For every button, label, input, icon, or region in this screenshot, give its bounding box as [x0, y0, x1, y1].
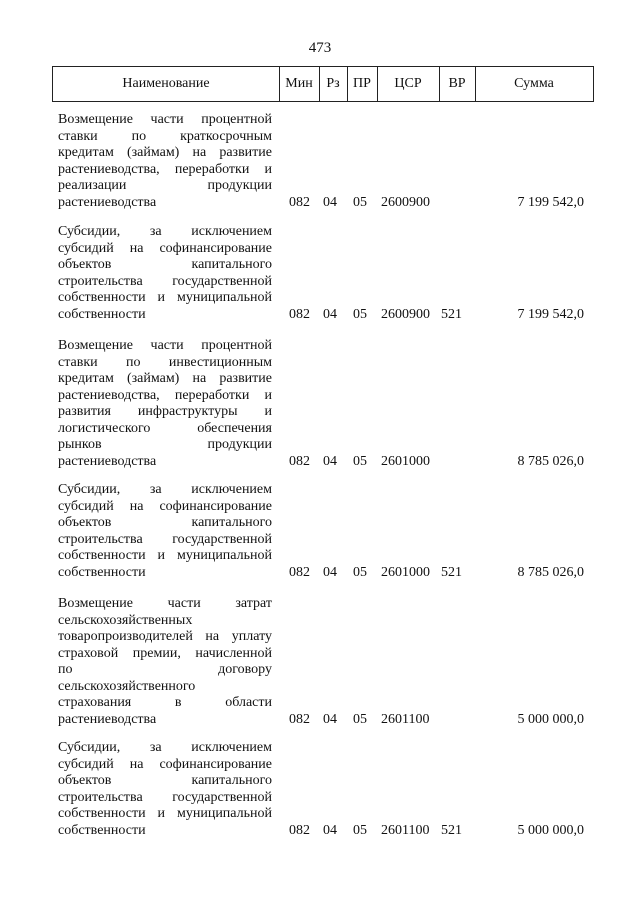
row-name: Возмещение части процентной ставки по инвестиционным кредитам (займам) на развитие растениеводства, переработки и развития инфраструктуры и логистического обеспечения рынков продукции растениеводства — [58, 338, 272, 469]
row-name: Субсидии, за исключением субсидий на софинансирование объектов капитального строительства государственной собственности и муниципальной собственности — [58, 224, 272, 322]
row-vr: 521 — [441, 565, 462, 580]
row-sum: 8 785 026,0 — [517, 454, 584, 469]
row-sum: 7 199 542,0 — [517, 195, 584, 210]
table-header — [52, 66, 594, 102]
row-csr: 2601000 — [381, 454, 430, 469]
row-pr: 05 — [353, 565, 367, 580]
row-csr: 2600900 — [381, 307, 430, 322]
row-min: 082 — [289, 454, 310, 469]
row-rz: 04 — [323, 195, 337, 210]
row-rz: 04 — [323, 823, 337, 838]
row-min: 082 — [289, 712, 310, 727]
row-pr: 05 — [353, 195, 367, 210]
row-csr: 2601100 — [381, 823, 430, 838]
row-pr: 05 — [353, 712, 367, 727]
row-pr: 05 — [353, 823, 367, 838]
row-rz: 04 — [323, 712, 337, 727]
row-rz: 04 — [323, 454, 337, 469]
row-sum: 7 199 542,0 — [517, 307, 584, 322]
column-header-min: Мин — [285, 76, 313, 91]
row-csr: 2601100 — [381, 712, 430, 727]
row-sum: 8 785 026,0 — [517, 565, 584, 580]
row-rz: 04 — [323, 307, 337, 322]
row-csr: 2600900 — [381, 195, 430, 210]
row-name: Возмещение части затрат сельскохозяйственных товаропроизводителей на уплату страховой премии, начисленной по договору сельскохозяйственного страхования в области растениеводства — [58, 596, 272, 727]
column-header-rz: Рз — [326, 76, 340, 91]
column-header-name: Наименование — [122, 76, 210, 91]
row-vr: 521 — [441, 307, 462, 322]
row-vr: 521 — [441, 823, 462, 838]
row-sum: 5 000 000,0 — [517, 712, 584, 727]
column-header-csr: ЦСР — [394, 76, 422, 91]
row-sum: 5 000 000,0 — [517, 823, 584, 838]
column-header-vr: ВР — [448, 76, 466, 91]
row-name: Возмещение части процентной ставки по краткосрочным кредитам (займам) на развитие растениеводства, переработки и реализации продукции растениеводства — [58, 112, 272, 210]
row-min: 082 — [289, 823, 310, 838]
row-name: Субсидии, за исключением субсидий на софинансирование объектов капитального строительства государственной собственности и муниципальной собственности — [58, 482, 272, 580]
row-min: 082 — [289, 195, 310, 210]
row-csr: 2601000 — [381, 565, 430, 580]
row-name: Субсидии, за исключением субсидий на софинансирование объектов капитального строительства государственной собственности и муниципальной собственности — [58, 740, 272, 838]
row-pr: 05 — [353, 307, 367, 322]
row-rz: 04 — [323, 565, 337, 580]
row-min: 082 — [289, 307, 310, 322]
row-pr: 05 — [353, 454, 367, 469]
column-header-sum: Сумма — [514, 76, 554, 91]
column-header-pr: ПР — [353, 76, 371, 91]
page-number: 473 — [308, 40, 332, 56]
row-min: 082 — [289, 565, 310, 580]
